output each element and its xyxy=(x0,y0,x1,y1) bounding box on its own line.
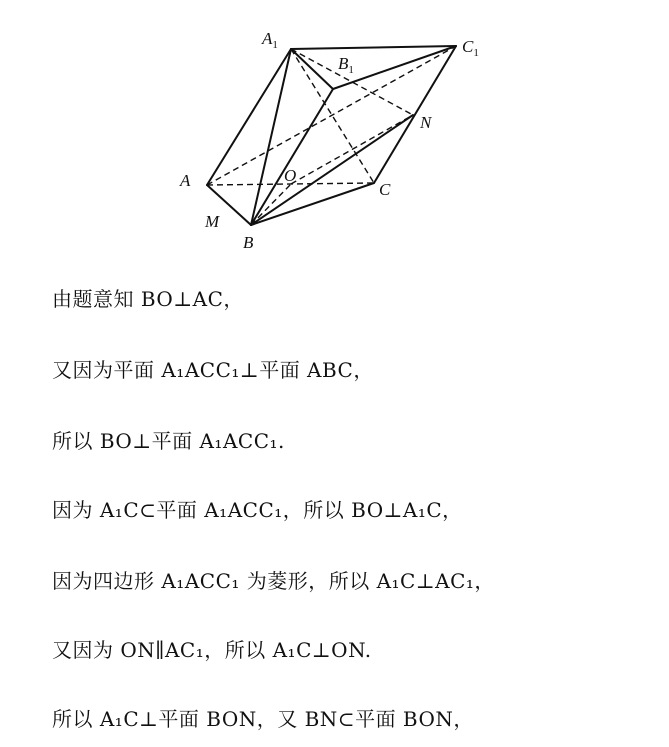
proof-line-3: 所以 BO⊥平面 A₁ACC₁. xyxy=(52,429,285,453)
label-M: M xyxy=(205,212,220,231)
label-N: N xyxy=(420,113,432,132)
proof-line-5: 因为四边形 A₁ACC₁ 为菱形，所以 A₁C⊥AC₁， xyxy=(52,569,495,593)
edge-A1-C1 xyxy=(291,46,456,49)
proof-line-6: 又因为 ON∥AC₁，所以 A₁C⊥ON. xyxy=(52,638,372,662)
prism-figure xyxy=(0,0,669,260)
edge-B-C xyxy=(251,183,374,225)
proof-line-2: 又因为平面 A₁ACC₁⊥平面 ABC， xyxy=(52,358,374,382)
dashed-A1-C xyxy=(291,49,374,183)
edge-B-N xyxy=(251,115,413,225)
edge-B1-B xyxy=(251,89,333,225)
edge-A1-A xyxy=(207,49,291,185)
label-A: A xyxy=(180,171,191,190)
label-B1: $B_1$ xyxy=(338,54,354,76)
label-O: O xyxy=(284,166,297,185)
proof-line-1: 由题意知 BO⊥AC， xyxy=(52,287,244,311)
edge-A1-B xyxy=(251,49,291,225)
dashed-A-C1 xyxy=(207,46,456,185)
proof-line-7: 所以 A₁C⊥平面 BON，又 BN⊂平面 BON， xyxy=(52,707,474,731)
label-C1: $C_1$ xyxy=(462,37,479,59)
proof-line-4: 因为 A₁C⊂平面 A₁ACC₁，所以 BO⊥A₁C， xyxy=(52,498,463,522)
edge-C1-C xyxy=(374,46,456,183)
label-A1: $A_1$ xyxy=(262,29,278,51)
label-B: B xyxy=(243,233,254,252)
label-C: C xyxy=(379,180,391,199)
